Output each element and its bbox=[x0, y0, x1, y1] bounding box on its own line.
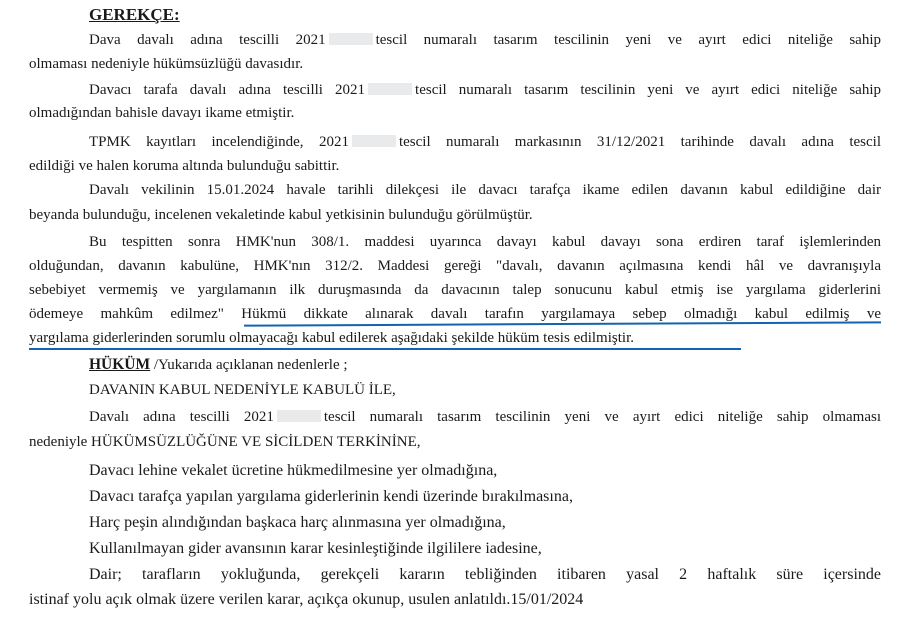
paragraph-4-line-2: beyanda bulunduğu, incelenen vekaletinde kabul yetkisinin bulunduğu görülmüştür. bbox=[29, 207, 533, 223]
closing-line-1: Dair; tarafların yokluğunda, gerekçeli kararın tebliğinden itibaren yasal 2 haftalık süre içersinde bbox=[89, 566, 881, 583]
kabul-line: DAVANIN KABUL NEDENİYLE KABULÜ İLE, bbox=[89, 382, 396, 398]
paragraph-5-line-3: sebebiyet vermemiş ve yargılamanın ilk duruşmasında da davacının talep sonucunu kabul etmiş ise yargılama giderlerini bbox=[29, 282, 881, 298]
verdict-item: Davacı lehine vekalet ücretine hükmedilmesine yer olmadığına, bbox=[89, 462, 498, 479]
redacted-number bbox=[329, 33, 373, 45]
paragraph-6-line-2: nedeniyle HÜKÜMSÜZLÜĞÜNE VE SİCİLDEN TERKİNİNE, bbox=[29, 434, 421, 450]
paragraph-3-line-2: edildiği ve halen koruma altında bulunduğu sabittir. bbox=[29, 158, 340, 174]
verdict-item: Kullanılmayan gider avansının karar kesinleştiğinde ilgililere iadesine, bbox=[89, 540, 542, 557]
section-heading-gerekce: GEREKÇE: bbox=[89, 5, 180, 24]
closing-line-2: istinaf yolu açık olmak üzere verilen karar, açıkça okunup, usulen anlatıldı.15/01/2024 bbox=[29, 591, 584, 608]
redacted-number bbox=[277, 410, 321, 422]
paragraph-3-line-1: TPMK kayıtları incelendiğinde, 2021 tescil numaralı markasının 31/12/2021 tarihinde davalı adına tescil bbox=[89, 134, 881, 150]
verdict-item: Harç peşin alındığından başkaca harç alınmasına yer olmadığına, bbox=[89, 514, 506, 531]
paragraph-5-line-1: Bu tespitten sonra HMK'nun 308/1. maddesi uyarınca davayı kabul davayı sona erdiren taraf işlemlerinden bbox=[89, 234, 881, 250]
paragraph-1-line-1: Dava davalı adına tescilli 2021 tescil numaralı tasarım tescilinin yeni ve ayırt edici niteliğe sahip bbox=[89, 32, 881, 48]
paragraph-2-line-2: olmadığından bahisle davayı ikame etmiştir. bbox=[29, 105, 295, 121]
highlight-underline-2 bbox=[29, 348, 741, 350]
redacted-number bbox=[368, 83, 412, 95]
redacted-number bbox=[352, 135, 396, 147]
verdict-item: Davacı tarafça yapılan yargılama giderlerinin kendi üzerinde bırakılmasına, bbox=[89, 488, 573, 505]
paragraph-6-line-1: Davalı adına tescilli 2021 tescil numaralı tasarım tescilinin yeni ve ayırt edici niteliğe sahip olmaması bbox=[89, 409, 881, 425]
paragraph-5-line-4: ödemeye mahkûm edilmez" Hükmü dikkate alınarak davalı tarafın yargılamaya sebep olmadığı kabul edilmiş ve bbox=[29, 306, 882, 322]
paragraph-5-line-2: olduğundan, davanın kabulüne, HMK'nın 312/2. Maddesi gereği "davalı, davanın açılmasına kendi hâl ve davranışıyla bbox=[29, 258, 881, 274]
hukum-heading: HÜKÜM /Yukarıda açıklanan nedenlerle ; bbox=[89, 356, 348, 373]
paragraph-5-line-5: yargılama giderlerinden sorumlu olmayacağı kabul edilerek aşağıdaki şekilde hüküm tesis edilmiştir. bbox=[29, 330, 634, 346]
paragraph-4-line-1: Davalı vekilinin 15.01.2024 havale tarihli dilekçesi ile davacı tarafça ikame edilen davanın kabul edildiğine dair bbox=[89, 182, 881, 198]
paragraph-2-line-1: Davacı tarafa davalı adına tescilli 2021 tescil numaralı tasarım tescilinin yeni ve ayırt edici niteliğe sahip bbox=[89, 82, 881, 98]
paragraph-1-line-2: olmaması nedeniyle hükümsüzlüğü davasıdır. bbox=[29, 56, 304, 72]
